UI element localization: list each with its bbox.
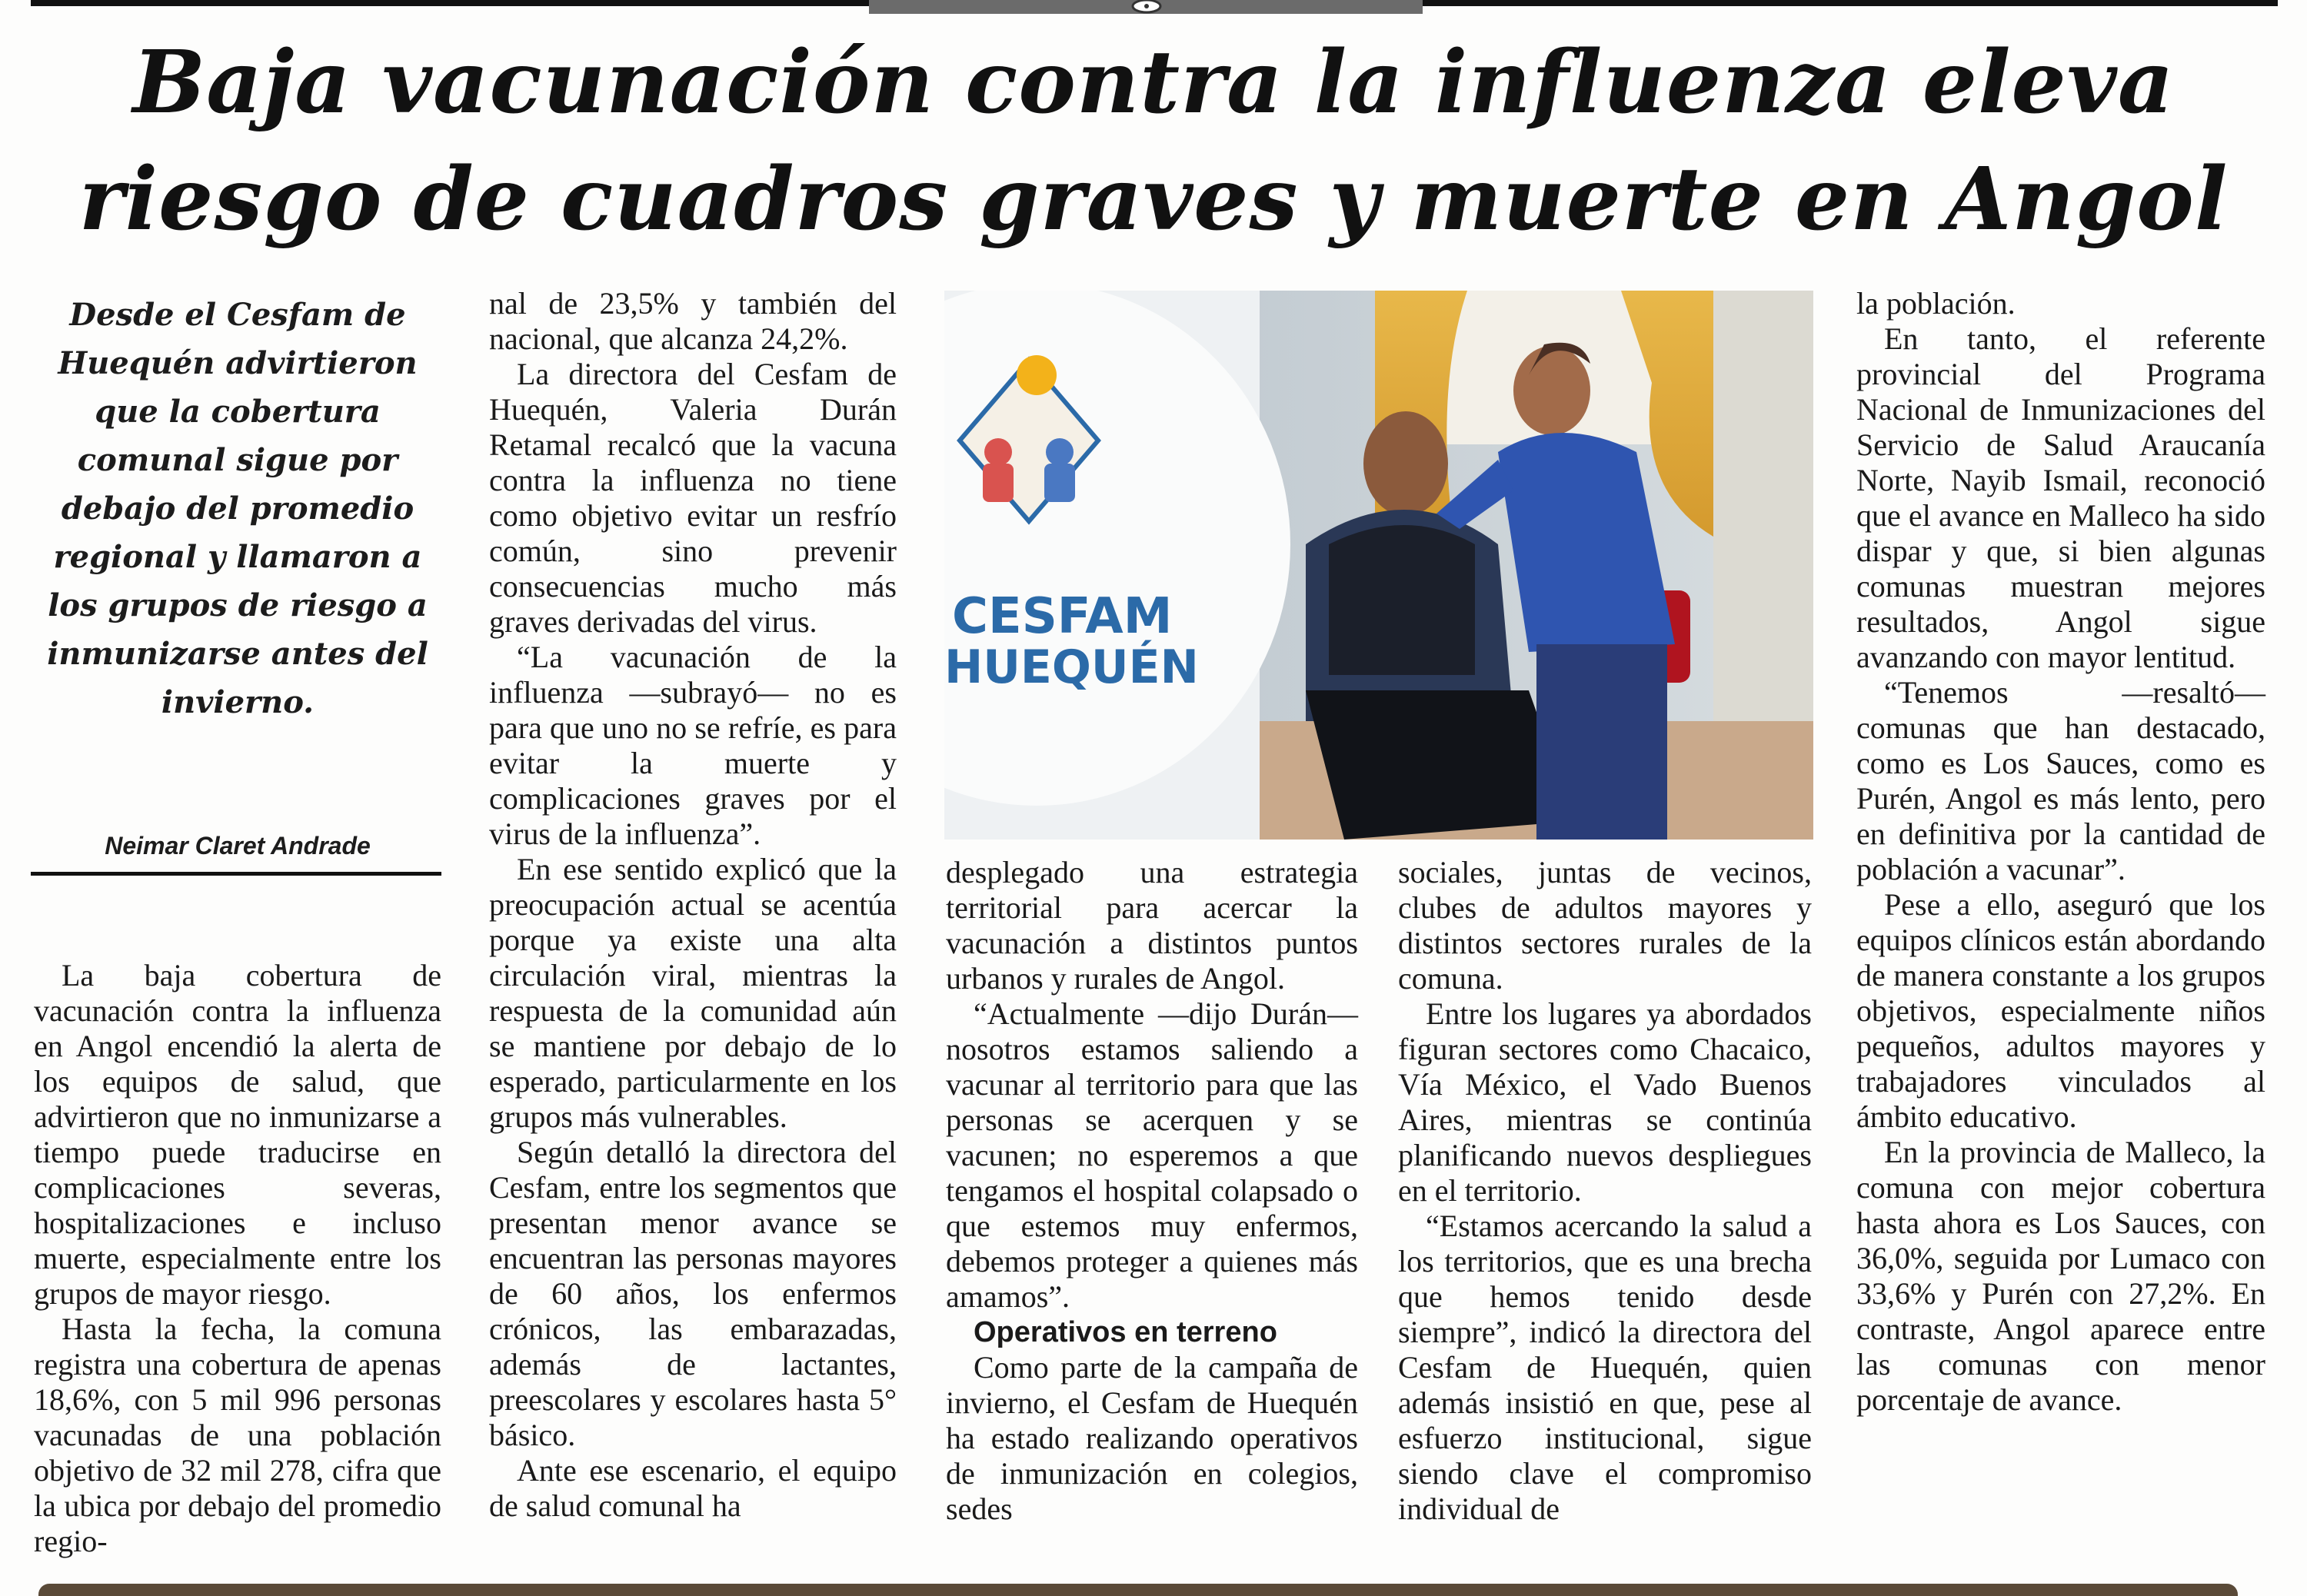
- paragraph-continued: la población.: [1856, 286, 2016, 321]
- paragraph-continued: nal de 23,5% y también del nacional, que alcanza 24,2%.: [489, 286, 897, 356]
- column-4: [1398, 855, 1812, 1527]
- paragraph: Pese a ello, aseguró que los equipos clínicos están abordando de manera constante a los grupos objetivos, especialmente niños pequeños, adultos mayores y trabajadores vinculados al ámbito educativo.: [1856, 887, 2265, 1134]
- article-photo: [944, 291, 1813, 840]
- logo-text-1: CESFAM: [952, 588, 1173, 645]
- paragraph: “Actualmente —dijo Durán— nosotros estamos saliendo a vacunar al territorio para que las personas se acerquen y se vacunen; no esperemos a que tengamos el hospital colapsado o que estemos muy enfermos, debemos proteger a quienes más amamos”.: [946, 996, 1358, 1314]
- paragraph: Según detalló la directora del Cesfam, entre los segmentos que presentan menor avance se encuentran las personas mayores de 60 años, los enfermos crónicos, las embarazadas, además de lactantes, preescolares y escolares hasta 5° básico.: [489, 1135, 897, 1452]
- paragraph: Entre los lugares ya abordados figuran sectores como Chacaico, Vía México, el Vado Buenos Aires, mientras se continúa planificando nuevos despliegues en el territorio.: [1398, 996, 1812, 1208]
- column-1: [34, 958, 441, 1559]
- article-headline: [31, 25, 2276, 258]
- column-5: [1856, 286, 2265, 1418]
- headline-line-2: riesgo de cuadros graves y muerte en Angol: [78, 149, 2229, 250]
- paragraph: Como parte de la campaña de invierno, el Cesfam de Huequén ha estado realizando operativos de inmunización en colegios, sedes: [946, 1350, 1358, 1526]
- paragraph: En tanto, el referente provincial del Programa Nacional de Inmunizaciones del Servicio de Salud Araucanía Norte, Nayib Ismail, reconoció que el avance en Malleco ha sido dispar y que, si bien algunas comunas muestran mejores resultados, Angol sigue avanzando con mayor lentitud.: [1856, 321, 2265, 674]
- top-rule-right: [1423, 0, 2278, 6]
- paragraph-continued: sociales, juntas de vecinos, clubes de adultos mayores y distintos sectores rurales de la comuna.: [1398, 855, 1812, 996]
- column-3: [946, 855, 1358, 1527]
- paragraph: La baja cobertura de vacunación contra la influenza en Angol encendió la alerta de los equipos de salud, que advirtieron que no inmunizarse a tiempo puede traducirse en complicaciones severas, hospitalizaciones e incluso muerte, especialmente entre los grupos de mayor riesgo.: [34, 958, 441, 1311]
- paragraph: La directora del Cesfam de Huequén, Valeria Durán Retamal recalcó que la vacuna contra la influenza no tiene como objetivo evitar un resfrío común, sino prevenir consecuencias mucho más graves derivadas del virus.: [489, 357, 897, 639]
- column-2: [489, 286, 897, 1524]
- subheading: Operativos en terreno: [974, 1316, 1277, 1348]
- paragraph: Hasta la fecha, la comuna registra una cobertura de apenas 18,6%, con 5 mil 996 personas vacunadas de una población objetivo de 32 mil 278, cifra que la ubica por debajo del promedio regio-: [34, 1312, 441, 1558]
- headline-line-1: Baja vacunación contra la influenza eleva: [132, 32, 2175, 133]
- paragraph: “Estamos acercando la salud a los territorios, que es una brecha que hemos tenido desde siempre”, indicó la directora del Cesfam de Huequén, quien además insistió en que, pese al esfuerzo institucional, sigue siendo clave el compromiso individual de: [1398, 1209, 1812, 1526]
- logo-text-2: HUEQUÉN: [944, 640, 1199, 694]
- paragraph-continued: desplegado una estrategia territorial para acercar la vacunación a distintos puntos urbanos y rurales de Angol.: [946, 855, 1358, 996]
- vaccination-photo: [944, 291, 1813, 840]
- top-rule-left: [31, 0, 869, 6]
- paragraph: En ese sentido explicó que la preocupación actual se acentúa porque ya existe una alta circulación viral, mientras la respuesta de la comunidad aún se mantiene por debajo de lo esperado, particularmente en los grupos más vulnerables.: [489, 852, 897, 1134]
- paragraph: En la provincia de Malleco, la comuna con mejor cobertura hasta ahora es Los Sauces, con 36,0%, seguida por Lumaco con 33,6% y Purén con 27,2%. En contraste, Angol aparece entre las comunas con menor porcentaje de avance.: [1856, 1135, 2265, 1417]
- paragraph: “La vacunación de la influenza —subrayó— no es para que uno no se refríe, es para evitar la muerte y complicaciones graves por el virus de la influenza”.: [489, 640, 897, 851]
- byline-rule: [31, 872, 441, 876]
- paragraph: “Tenemos —resaltó— comunas que han destacado, como es Los Sauces, como es Purén, Angol es más lento, pero en definitiva por la cantidad de población a vacunar”.: [1856, 675, 2265, 886]
- paragraph: Ante ese escenario, el equipo de salud comunal ha: [489, 1453, 897, 1523]
- byline: Neimar Claret Andrade: [105, 832, 371, 860]
- article-lede: Desde el Cesfam de Huequén advirtieron que la cobertura comunal sigue por debajo del promedio regional y llamaron a los grupos de riesgo a inmunizarse antes del invierno.: [47, 297, 428, 720]
- ornament-icon: [1127, 0, 1166, 17]
- next-article-strip: [38, 1584, 2238, 1596]
